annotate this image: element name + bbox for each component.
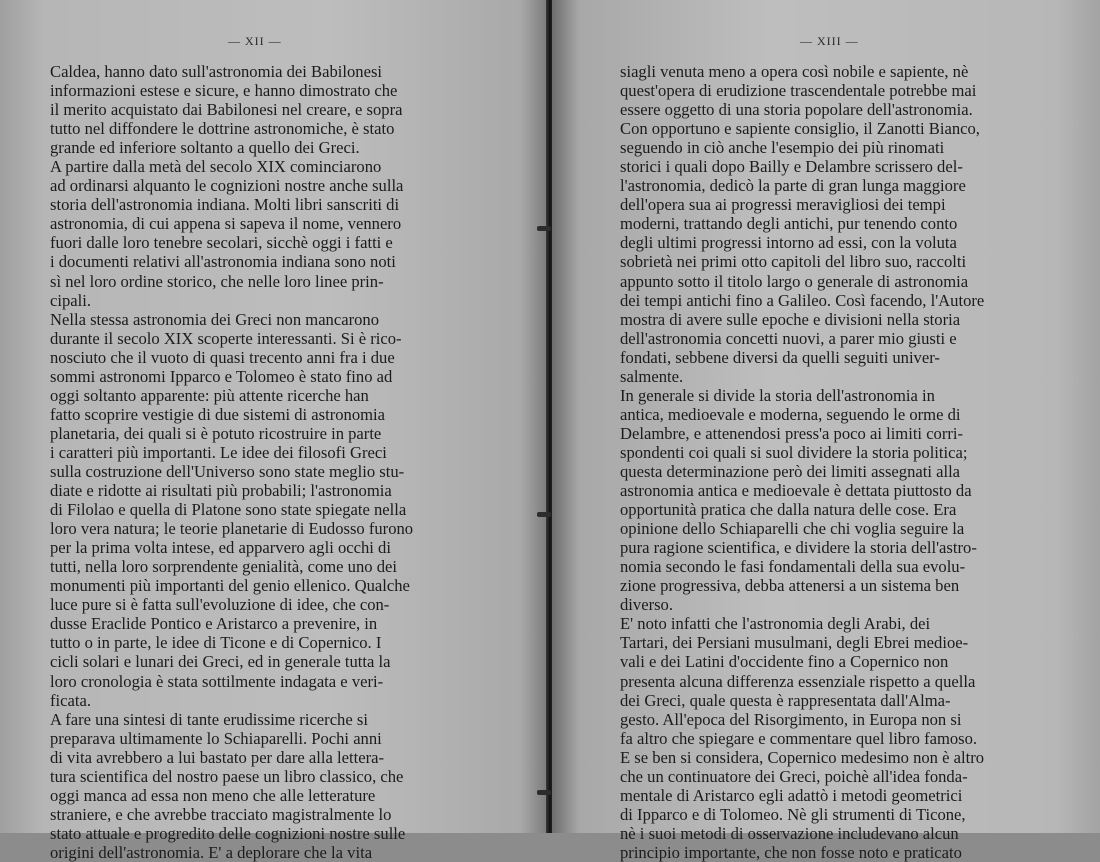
text-line: tura scientifica del nostro paese un libro classico, che: [50, 766, 404, 786]
text-line: loro vera natura; le teorie planetarie di Eudosso furono: [50, 519, 414, 539]
text-line: dell'opera sua ai progressi meravigliosi dei tempi: [620, 195, 946, 215]
binding-stitch: [537, 512, 551, 517]
text-line: astronomia antica e medioevale è dettata piuttosto da: [620, 481, 972, 501]
text-line: diverso.: [620, 595, 673, 615]
text-line: di Filolao e quella di Platone sono state spiegate nella: [50, 500, 407, 520]
text-line: i documenti relativi all'astronomia indiana sono noti: [50, 252, 396, 272]
text-line: presenta alcuna differenza essenziale rispetto a quella: [620, 671, 976, 691]
text-line: salmente.: [620, 366, 684, 386]
right-page: [552, 0, 1100, 862]
text-line: durante il secolo XIX scoperte interessanti. Si è rico-: [50, 328, 402, 348]
text-line: A partire dalla metà del secolo XIX cominciarono: [50, 157, 382, 177]
text-line: monumenti più importanti del genio ellenico. Qualche: [50, 576, 410, 596]
right-page-text: [620, 62, 1046, 862]
text-line: loro cronologia è stata sottilmente indagata e veri-: [50, 671, 384, 691]
text-line: tutti, nella loro sorprendente genialità, come uno dei: [50, 557, 397, 577]
text-line: vali e dei Latini d'occidente fino a Copernico non: [620, 652, 949, 672]
text-line: fa altro che spiegare e commentare quel libro famoso.: [620, 728, 978, 748]
text-line: antica, medioevale e moderna, seguendo le orme di: [620, 404, 961, 424]
text-line: cicli solari e lunari dei Greci, ed in generale tutta la: [50, 652, 391, 672]
text-line: degli ultimi progressi intorno ad essi, con la voluta: [620, 233, 957, 253]
text-line: informazioni estese e sicure, e hanno dimostrato che: [50, 81, 398, 101]
text-line: stato attuale e progredito delle cognizioni nostre sulle: [50, 823, 406, 843]
text-line: i caratteri più importanti. Le idee dei filosofi Greci: [50, 442, 387, 462]
text-line: mostra di avere sulle epoche e divisioni nella storia: [620, 309, 961, 329]
binding-stitch: [537, 226, 551, 231]
text-line: nè i suoi metodi di osservazione includevano alcun: [620, 823, 959, 843]
text-line: straniere, e che avrebbe tracciato magistralmente lo: [50, 804, 392, 824]
left-page-number: — XII —: [228, 34, 282, 48]
text-line: che un continuatore dei Greci, poichè all'idea fonda-: [620, 766, 968, 786]
text-line: siagli venuta meno a opera così nobile e sapiente, nè: [620, 62, 969, 81]
text-line: cipali.: [50, 290, 92, 310]
left-page: [0, 0, 548, 862]
text-line: mentale di Aristarco egli adattò i metodi geometrici: [620, 785, 963, 805]
text-line: nomia secondo le fasi fondamentali della sua evolu-: [620, 557, 966, 577]
text-line: origini dell'astronomia. E' a deplorare che la vita: [50, 842, 373, 862]
text-line: nosciuto che il vuoto di quasi trecento anni fra i due: [50, 347, 395, 367]
text-line: dusse Eraclide Pontico e Aristarco a prevenire, in: [50, 614, 378, 634]
text-line: grande ed inferiore soltanto a quello dei Greci.: [50, 138, 360, 158]
text-line: luce pure si è fatta sull'evoluzione di idee, che con-: [50, 595, 390, 615]
text-line: zione progressiva, debba attenersi a un sistema ben: [620, 576, 960, 596]
left-page-text: [50, 62, 470, 862]
text-line: ad ordinarsi alquanto le cognizioni nostre anche sulla: [50, 176, 404, 196]
text-line: oggi soltanto apparente: più attente ricerche han: [50, 385, 369, 405]
text-line: tutto nel diffondere le dottrine astronomiche, è stato: [50, 119, 395, 139]
text-line: essere oggetto di una storia popolare dell'astronomia.: [620, 100, 973, 120]
text-line: fatto scoprire vestigie di due sistemi di astronomia: [50, 404, 386, 424]
text-line: E se ben si considera, Copernico medesimo non è altro: [620, 747, 985, 767]
text-line: Caldea, hanno dato sull'astronomia dei Babilonesi: [50, 62, 383, 81]
text-line: opinione dello Schiaparelli che chi voglia seguire la: [620, 519, 965, 539]
text-line: Nella stessa astronomia dei Greci non mancarono: [50, 309, 379, 329]
text-line: diate e ridotte ai risultati più probabili; l'astronomia: [50, 481, 392, 501]
text-line: sobrietà nei primi otto capitoli del libro suo, raccolti: [620, 252, 967, 272]
text-line: l'astronomia, dedicò la parte di gran lunga maggiore: [620, 176, 966, 196]
text-line: Delambre, e attenendosi press'a poco ai limiti corri-: [620, 423, 964, 443]
text-line: storici i quali dopo Bailly e Delambre scrissero del-: [620, 157, 963, 177]
text-line: tutto o in parte, le idee di Ticone e di Copernico. I: [50, 633, 382, 653]
text-line: sulla costruzione dell'Universo sono state meglio stu-: [50, 461, 405, 481]
text-line: di vita avrebbero a lui bastato per dare alla lettera-: [50, 747, 385, 767]
text-line: pura ragione scientifica, e dividere la storia dell'astro-: [620, 538, 977, 558]
text-line: storia dell'astronomia indiana. Molti libri sanscriti di: [50, 195, 400, 215]
text-line: fuori dalle loro tenebre secolari, sicchè oggi i fatti e: [50, 233, 393, 253]
text-line: per la prima volta intese, ed apparvero agli occhi di: [50, 538, 391, 558]
text-line: gesto. All'epoca del Risorgimento, in Europa non si: [620, 709, 962, 729]
text-line: Tartari, dei Persiani musulmani, degli Ebrei medioe-: [620, 633, 969, 653]
text-line: opportunità pratica che dalla natura delle cose. Era: [620, 500, 957, 520]
text-line: preparava ultimamente lo Schiaparelli. Pochi anni: [50, 728, 382, 748]
text-line: questa determinazione però dei limiti assegnati alla: [620, 461, 961, 481]
text-line: sì nel loro ordine storico, che nelle loro linee prin-: [50, 271, 384, 291]
text-line: In generale si divide la storia dell'astronomia in: [620, 385, 935, 405]
text-line: sommi astronomi Ipparco e Tolomeo è stato fino ad: [50, 366, 393, 386]
text-line: quest'opera di erudizione trascendentale potrebbe mai: [620, 81, 977, 101]
text-line: planetaria, dei quali si è potuto ricostruire in parte: [50, 423, 382, 443]
text-line: dei tempi antichi fino a Galileo. Così facendo, l'Autore: [620, 290, 985, 310]
right-page-number: — XIII —: [800, 34, 859, 48]
text-line: dei Greci, quale questa è rappresentata dall'Alma-: [620, 690, 951, 710]
text-line: principio importante, che non fosse noto e praticato: [620, 842, 962, 862]
text-line: seguendo in ciò anche l'esempio dei più rinomati: [620, 138, 945, 158]
text-line: moderni, trattando degli antichi, pur tenendo conto: [620, 214, 958, 234]
text-line: oggi manca ad essa non meno che alle letterature: [50, 785, 376, 805]
text-line: spondenti coi quali si suol dividere la storia politica;: [620, 442, 968, 462]
text-line: di Ipparco e di Tolomeo. Nè gli strumenti di Ticone,: [620, 804, 966, 824]
text-line: Con opportuno e sapiente consiglio, il Zanotti Bianco,: [620, 119, 980, 139]
text-line: fondati, sebbene diversi da quelli seguiti univer-: [620, 347, 940, 367]
text-line: il merito acquistato dai Babilonesi nel creare, e sopra: [50, 100, 403, 120]
text-line: A fare una sintesi di tante erudissime ricerche si: [50, 709, 368, 729]
text-line: dell'astronomia concetti nuovi, a parer mio giusti e: [620, 328, 957, 348]
text-line: appunto sotto il titolo largo o generale di astronomia: [620, 271, 969, 291]
text-line: E' noto infatti che l'astronomia degli Arabi, dei: [620, 614, 931, 634]
text-line: astronomia, di cui appena si sapeva il nome, vennero: [50, 214, 402, 234]
binding-stitch: [537, 790, 551, 795]
text-line: ficata.: [50, 690, 91, 710]
